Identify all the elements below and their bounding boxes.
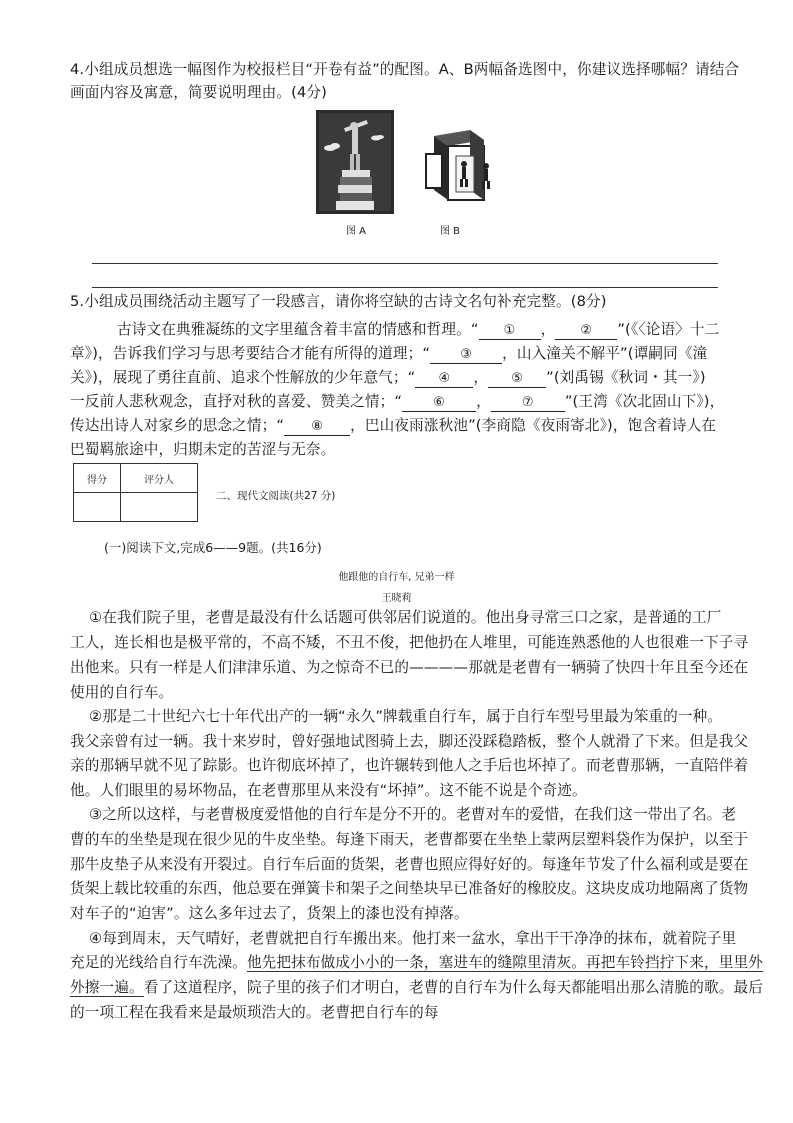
part-1-instruction: (一)阅读下文,完成6——9题。(共16分): [104, 540, 322, 555]
blank-6[interactable]: ⑥: [402, 395, 476, 412]
q5-text: 章》)，告诉我们学习与思考要结合才能有所得的道理；“: [70, 345, 431, 362]
q5-text: ，巴山夜雨涨秋池”(李商隐《夜雨寄北》)，饱含着诗人在: [350, 417, 717, 434]
paragraph-1-line: ①在我们院子里，老曹是最没有什么话题可供邻居们说道的。他出身寻常三口之家，是普通的工厂: [89, 609, 722, 626]
score-cell[interactable]: [74, 493, 121, 522]
blank-3[interactable]: ③: [430, 347, 502, 364]
paragraph-3-line: 对车子的“迫害”。这么多年过去了，货架上的漆也没有掉落。: [70, 905, 469, 922]
answer-line-2: [92, 287, 718, 288]
q5-line6: 巴蜀羁旅途中，归期未定的苦涩与无奈。: [70, 441, 336, 458]
paragraph-3-line: 曹的车的坐垫是现在很少见的牛皮坐垫。每逢下雨天，老曹都要在坐垫上蒙两层塑料袋作为保护，以至于: [70, 831, 749, 848]
underlined-sentence: 他先把抹布做成小小的一条，塞进车的缝隙里清灰。再把车铃挡拧下来，里里外: [246, 954, 763, 971]
q5-text: ”(《〈论语〉十二: [617, 321, 720, 338]
paragraph-2-line: 亲的那辆早就不见了踪影。也许彻底坏掉了，也许辗转到他人之手后也坏掉了。而老曹那辆，一直陪伴着: [70, 757, 749, 774]
blank-1[interactable]: ①: [479, 323, 541, 340]
paragraph-2-line: 我父亲曾有过一辆。我十来岁时，曾好强地试图骑上去，脚还没踩稳踏板，整个人就滑了下来。但是我父: [70, 733, 749, 750]
q5-prompt: 5.小组成员围绕活动主题写了一段感言，请你将空缺的古诗文名句补充完整。(8分): [70, 293, 607, 310]
score-table: [73, 463, 198, 522]
blank-4[interactable]: ④: [415, 371, 473, 388]
q5-text: 关》)，展现了勇往直前、追求个性解放的少年意气；“: [70, 369, 416, 386]
paragraph-3-line: ③之所以这样，与老曹极度爱惜他的自行车是分不开的。老曹对车的爱惜，在我们这一带出了名。老: [89, 806, 737, 823]
grader-cell[interactable]: [121, 493, 198, 522]
figure-a-graphic: [316, 110, 394, 214]
q5-line2: [70, 344, 707, 364]
underlined-sentence: 外擦一遍。: [70, 979, 144, 996]
blank-8[interactable]: ⑧: [284, 419, 350, 436]
figure-a-image: [316, 110, 394, 214]
q4-prompt-line1: 4.小组成员想选一幅图作为校报栏目“开卷有益”的配图。A、B两幅备选图中，你建议选择哪幅？请结合: [70, 61, 740, 78]
figure-b-graphic: [420, 128, 494, 206]
score-header: 得分: [74, 464, 121, 493]
paragraph-text: 充足的光线给自行车洗澡。: [70, 954, 247, 971]
q5-text: ”(王湾《次北固山下》)，: [564, 393, 725, 410]
paragraph-4-line: [70, 953, 763, 973]
paragraph-3-line: 货架上载比较重的东西，他总要在弹簧卡和架子之间垫块早已准备好的橡胶皮。这块皮成功地隔离了货物: [70, 880, 749, 897]
q5-separator: ，: [540, 321, 556, 338]
q5-line1: [117, 320, 720, 340]
blank-7[interactable]: ⑦: [491, 395, 565, 412]
figure-b-image: [420, 128, 494, 206]
paragraph-1-line: 出他来。只有一样是人们津津乐道、为之惊奇不已的————那就是老曹有一辆骑了快四十年且至今还在: [70, 659, 749, 676]
blank-5[interactable]: ⑤: [488, 371, 546, 388]
paragraph-1-line: 工人，连长相也是极平常的，不高不矮，不丑不俊，把他扔在人堆里，可能连熟悉他的人也很难一下子寻: [70, 634, 749, 651]
q5-separator: ，: [476, 393, 491, 410]
paragraph-2-line: ②那是二十世纪六七十年代出产的一辆“永久”牌载重自行车，属于自行车型号里最为笨重的一种。: [89, 708, 723, 725]
blank-2[interactable]: ②: [555, 323, 617, 340]
grader-header: 评分人: [121, 464, 198, 493]
q5-text: 传达出诗人对家乡的思念之情；“: [70, 417, 285, 434]
q5-line3: [70, 368, 706, 388]
q5-text: ，山入潼关不解平”(谭嗣同《潼: [502, 345, 708, 362]
paragraph-1-line: 使用的自行车。: [70, 684, 174, 701]
q5-line5: [70, 416, 716, 436]
paragraph-3-line: 那牛皮垫子从来没有开裂过。自行车后面的货架，老曹也照应得好好的。每逢年节发了什么福利或是要在: [70, 856, 749, 873]
q5-text: 一反前人悲秋观念，直抒对秋的喜爱、赞美之情；“: [70, 393, 403, 410]
figure-a-caption: 图 A: [346, 226, 367, 237]
paragraph-4-line: 的一项工程在我看来是最烦琐浩大的。老曹把自行车的每: [70, 1004, 439, 1021]
article-title: 他跟他的自行车, 兄弟一样: [338, 572, 455, 583]
paragraph-4-line: [70, 978, 763, 998]
paragraph-text: 看了这道程序，院子里的孩子们才明白，老曹的自行车为什么每天都能唱出那么清脆的歌。最后: [143, 979, 763, 996]
paragraph-2-line: 他。人们眼里的易坏物品，在老曹那里从来没有“坏掉”。这不能不说是个奇迹。: [70, 782, 587, 799]
answer-line-1: [92, 263, 718, 264]
article-author: 王晓莉: [381, 593, 412, 604]
q5-separator: ，: [473, 369, 489, 386]
figure-b-caption: 图 B: [440, 226, 461, 237]
section-2-title: 二、现代文阅读(共27 分): [216, 490, 336, 502]
q4-prompt-line2: 画面内容及寓意，简要说明理由。(4分): [70, 84, 328, 101]
q5-line4: [70, 392, 724, 412]
q5-text: 古诗文在典雅凝练的文字里蕴含着丰富的情感和哲理。“: [117, 321, 479, 338]
q5-text: ”(刘禹锡《秋词・其一》): [546, 369, 706, 386]
paragraph-4-line: ④每到周末，天气晴好，老曹就把自行车搬出来。他打来一盆水，拿出干干净净的抹布，就着院子里: [89, 930, 737, 947]
